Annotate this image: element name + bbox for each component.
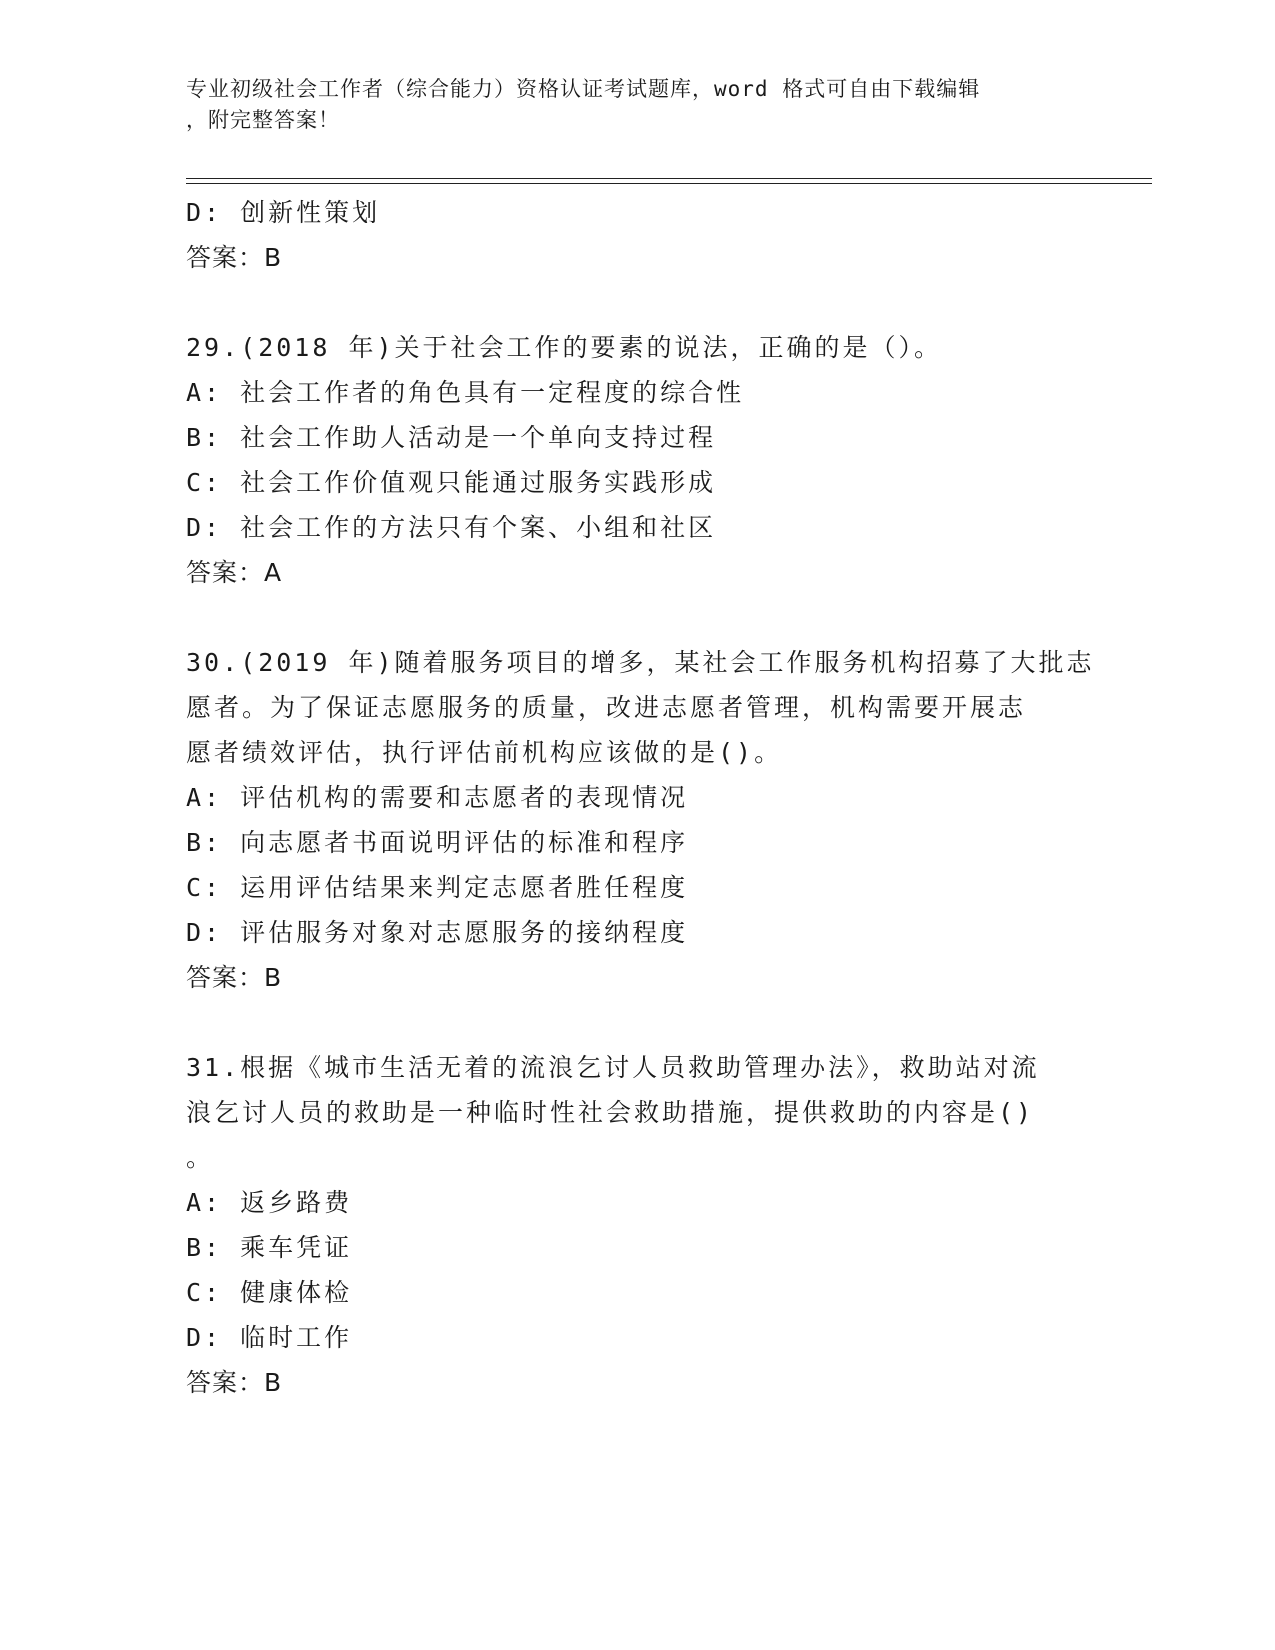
question-31-option-b: B: 乘车凭证 [186,1233,353,1262]
question-31-option-c: C: 健康体检 [186,1278,353,1307]
question-31 [186,1045,1086,1406]
question-content [186,190,1095,1406]
question-31-answer: 答案：B [186,1368,283,1397]
spacer [186,596,1086,640]
header-line-2: ，附完整答案！ [186,108,340,132]
header-rule-bottom [186,183,1152,184]
question-29-answer: 答案：A [186,558,283,587]
header-line-1: 专业初级社会工作者（综合能力）资格认证考试题库，word 格式可自由下载编辑 [186,77,981,101]
question-30-stem-line-2: 愿者。为了保证志愿服务的质量，改进志愿者管理，机构需要开展志 [186,693,1027,722]
question-29-stem: 29.(2018 年)关于社会工作的要素的说法，正确的是（）。 [186,333,943,362]
question-29-option-c: C: 社会工作价值观只能通过服务实践形成 [186,468,717,497]
question-30-option-d: D: 评估服务对象对志愿服务的接纳程度 [186,918,689,947]
question-31-stem-line-3: 。 [186,1143,215,1172]
spacer [186,281,1086,325]
question-31-option-a: A: 返乡路费 [186,1188,353,1217]
question-31-stem-line-1: 31.根据《城市生活无着的流浪乞讨人员救助管理办法》，救助站对流 [186,1053,1040,1082]
question-29 [186,325,1086,596]
question-29-option-a: A: 社会工作者的角色具有一定程度的综合性 [186,378,745,407]
question-30-option-b: B: 向志愿者书面说明评估的标准和程序 [186,828,689,857]
question-31-option-d: D: 临时工作 [186,1323,353,1352]
header-rule-top [186,178,1152,179]
question-30-stem-line-3: 愿者绩效评估，执行评估前机构应该做的是()。 [186,738,783,767]
spacer [186,1001,1086,1045]
prev-answer: 答案：B [186,243,283,272]
question-30-option-c: C: 运用评估结果来判定志愿者胜任程度 [186,873,689,902]
question-29-option-d: D: 社会工作的方法只有个案、小组和社区 [186,513,717,542]
question-30-stem-line-1: 30.(2019 年)随着服务项目的增多，某社会工作服务机构招募了大批志 [186,648,1095,677]
question-30 [186,640,1095,1001]
question-30-option-a: A: 评估机构的需要和志愿者的表现情况 [186,783,689,812]
question-31-stem-line-2: 浪乞讨人员的救助是一种临时性社会救助措施，提供救助的内容是() [186,1098,1035,1127]
prev-option-d: D: 创新性策划 [186,198,381,227]
question-29-option-b: B: 社会工作助人活动是一个单向支持过程 [186,423,717,452]
document-header [186,74,1066,136]
question-30-answer: 答案：B [186,963,283,992]
